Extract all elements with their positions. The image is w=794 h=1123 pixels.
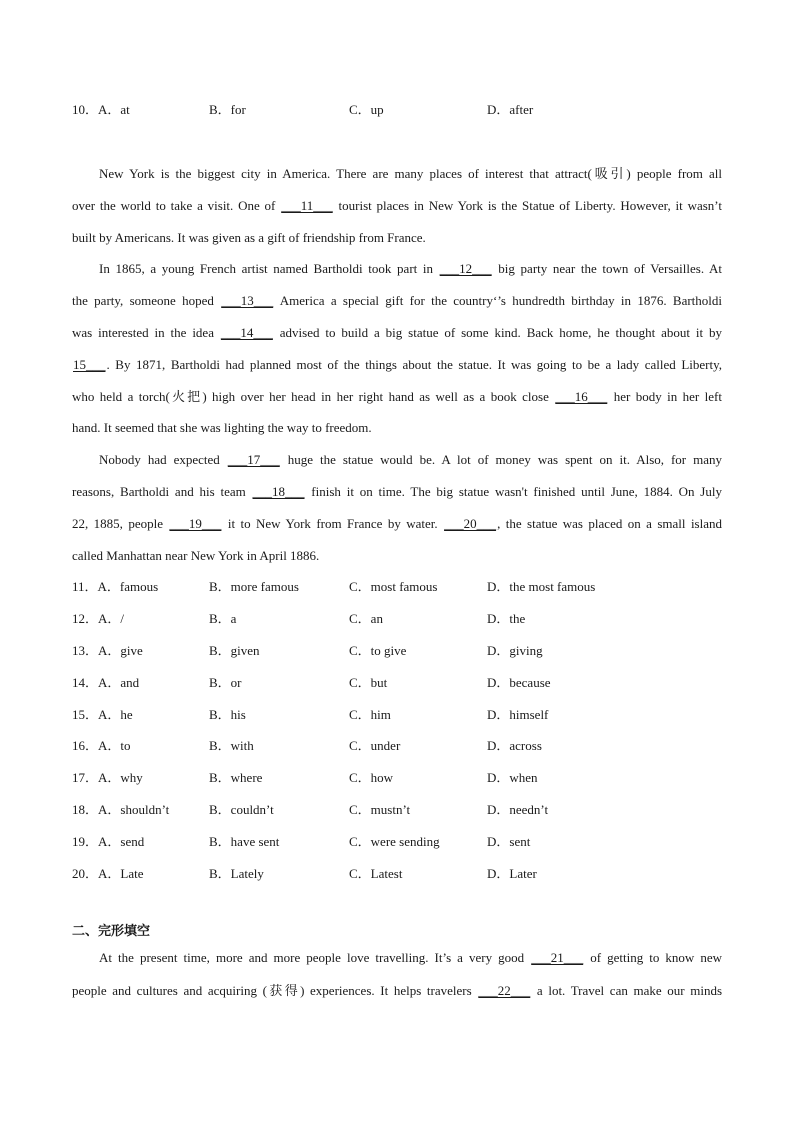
blank-16: ___16___	[555, 389, 608, 404]
blank-13: ___13___	[221, 293, 274, 308]
option-c: C．Latest	[349, 866, 403, 881]
option-d: D．because	[487, 675, 551, 690]
option-d: D．the	[487, 611, 526, 626]
option-b: B．with	[209, 738, 254, 753]
passage-line: New York is the biggest city in America. There are many places of interest that attract(吸引) people from all	[99, 166, 722, 181]
option-a: 10．A．at	[72, 102, 130, 117]
passage-line: called Manhattan near New York in April 1886.	[72, 548, 320, 563]
blank-20: ___20___	[444, 516, 497, 531]
option-a: 15．A．he	[72, 707, 133, 722]
question-15-options	[72, 705, 732, 725]
question-10-options	[72, 100, 732, 120]
passage-line: 22, 1885, people ___19___ it to New York from France by water. ___20___, the statue was placed on a small island	[72, 516, 722, 531]
option-c: C．mustn’t	[349, 802, 411, 817]
passage-line: who held a torch(火把) high over her head in her right hand as well as a book close ___16___ her body in her left	[72, 389, 722, 404]
question-12-options	[72, 609, 732, 629]
option-c: C．were sending	[349, 834, 440, 849]
passage-line: Nobody had expected ___17___ huge the statue would be. A lot of money was spent on it. Also, for many	[99, 452, 722, 467]
passage-line: built by Americans. It was given as a gift of friendship from France.	[72, 230, 426, 245]
option-b: B．have sent	[209, 834, 280, 849]
option-c: C．an	[349, 611, 383, 626]
option-c: C．how	[349, 770, 394, 785]
option-b: B．more famous	[209, 579, 299, 594]
question-16-options	[72, 736, 732, 756]
option-b: B．or	[209, 675, 242, 690]
option-d: D．the most famous	[487, 579, 596, 594]
blank-21: ___21___	[531, 950, 584, 965]
question-18-options	[72, 800, 732, 820]
option-b: B．his	[209, 707, 246, 722]
blank-14: ___14___	[220, 325, 273, 340]
blank-22: ___22___	[478, 983, 531, 998]
option-d: D．sent	[487, 834, 531, 849]
option-d: D．needn’t	[487, 802, 549, 817]
option-b: B．where	[209, 770, 263, 785]
option-d: D．across	[487, 738, 542, 753]
option-a: 20．A．Late	[72, 866, 144, 881]
option-b: B．couldn’t	[209, 802, 274, 817]
option-a: 11．A．famous	[72, 579, 159, 594]
passage-line: In 1865, a young French artist named Bartholdi took part in ___12___ big party near the town of Versailles. At	[99, 261, 722, 276]
question-14-options	[72, 673, 732, 693]
option-a: 14．A．and	[72, 675, 140, 690]
option-c: C．up	[349, 102, 384, 117]
option-c: C．to give	[349, 643, 407, 658]
blank-17: ___17___	[227, 452, 280, 467]
blank-11: ___11___	[281, 198, 333, 213]
option-d: D．when	[487, 770, 538, 785]
option-c: C．but	[349, 675, 388, 690]
option-b: B．a	[209, 611, 237, 626]
question-19-options	[72, 832, 732, 852]
option-b: B．given	[209, 643, 260, 658]
option-a: 19．A．send	[72, 834, 145, 849]
option-d: D．Later	[487, 866, 537, 881]
option-b: B．Lately	[209, 866, 264, 881]
passage-line: At the present time, more and more people love travelling. It’s a very good ___21___ of getting to know new	[99, 950, 723, 965]
passage-line: was interested in the idea ___14___ advised to build a big statue of some kind. Back home, he thought about it by	[72, 325, 722, 340]
option-a: 13．A．give	[72, 643, 143, 658]
option-c: C．under	[349, 738, 401, 753]
passage-line: the party, someone hoped ___13___ America a special gift for the country‘’s hundredth birthday in 1876. Bartholdi	[72, 293, 722, 308]
passage-line: people and cultures and acquiring (获得) experiences. It helps travelers ___22___ a lot. Travel can make our minds	[72, 983, 722, 998]
option-d: D．giving	[487, 643, 543, 658]
section-title: 二、完形填空	[72, 924, 151, 939]
option-d: D．after	[487, 102, 534, 117]
passage-line: reasons, Bartholdi and his team ___18___ finish it on time. The big statue wasn't finished until June, 1884. On July	[72, 484, 722, 499]
question-20-options	[72, 864, 732, 884]
question-17-options	[72, 768, 732, 788]
blank-19: ___19___	[169, 516, 222, 531]
option-d: D．himself	[487, 707, 549, 722]
option-a: 17．A．why	[72, 770, 143, 785]
passage-line: 15___. By 1871, Bartholdi had planned most of the things about the statue. It was going to be a lady called Liberty,	[73, 357, 722, 372]
blank-15: 15___	[73, 357, 106, 372]
option-a: 18．A．shouldn’t	[72, 802, 170, 817]
blank-12: ___12___	[439, 261, 492, 276]
option-c: C．him	[349, 707, 391, 722]
option-b: B．for	[209, 102, 246, 117]
option-c: C．most famous	[349, 579, 438, 594]
blank-18: ___18___	[252, 484, 305, 499]
option-a: 16．A．to	[72, 738, 131, 753]
question-13-options	[72, 641, 732, 661]
option-a: 12．A．/	[72, 611, 125, 626]
passage-line: hand. It seemed that she was lighting the way to freedom.	[72, 420, 372, 435]
question-11-options	[72, 577, 732, 597]
passage-line: over the world to take a visit. One of ___11___ tourist places in New York is the Statue of Liberty. However, it wasn’t	[72, 198, 722, 213]
